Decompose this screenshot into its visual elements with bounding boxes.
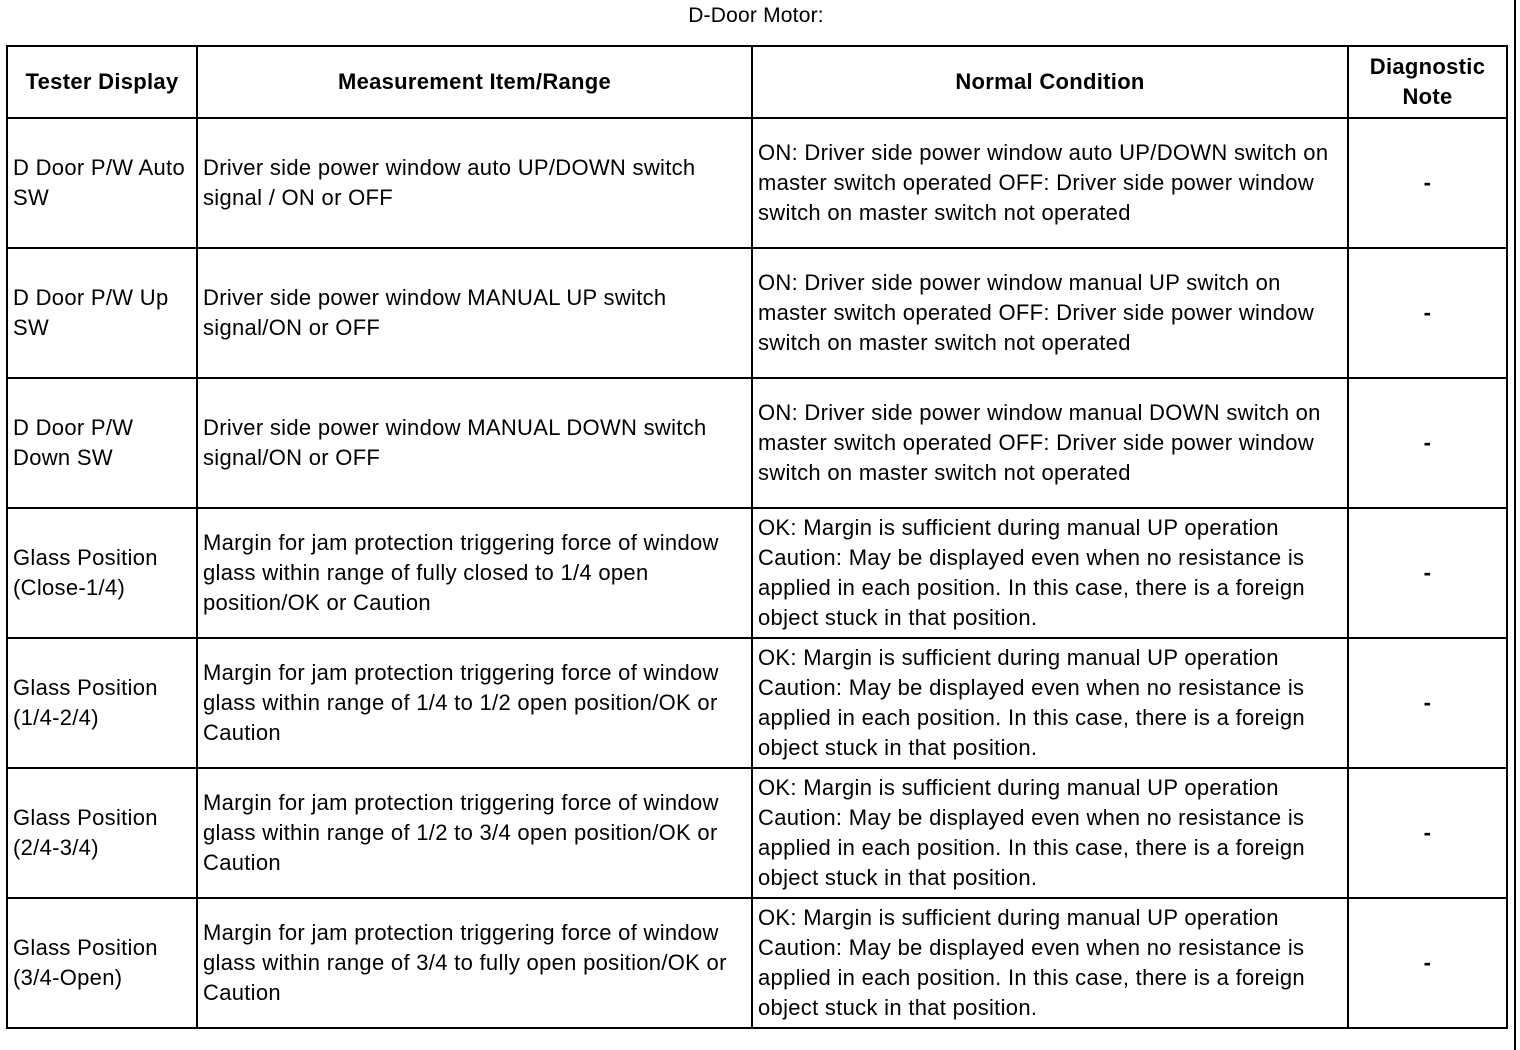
table-row [7, 378, 1507, 508]
measurement-cell: Margin for jam protection triggering force of window glass within range of 1/4 to 1/2 open position/OK or Caution [197, 638, 752, 768]
measurement-cell: Margin for jam protection triggering force of window glass within range of 1/2 to 3/4 open position/OK or Caution [197, 768, 752, 898]
page-edge-rule [1514, 0, 1516, 1050]
tester-display-cell: D Door P/W Auto SW [7, 118, 197, 248]
header-normal-condition: Normal Condition [752, 46, 1348, 118]
diagnostic-note-cell: - [1348, 248, 1507, 378]
normal-condition-cell: ON: Driver side power window manual DOWN switch on master switch operated OFF: Driver side power window switch on master switch not operated [752, 378, 1348, 508]
normal-condition-cell: ON: Driver side power window auto UP/DOWN switch on master switch operated OFF: Driver side power window switch on master switch not operated [752, 118, 1348, 248]
table-body [7, 118, 1507, 1028]
diagnostic-note-cell: - [1348, 508, 1507, 638]
tester-display-cell: Glass Position (Close-1/4) [7, 508, 197, 638]
table-row [7, 638, 1507, 768]
table-row [7, 248, 1507, 378]
diagnostic-note-cell: - [1348, 768, 1507, 898]
table-row [7, 508, 1507, 638]
measurement-cell: Driver side power window auto UP/DOWN switch signal / ON or OFF [197, 118, 752, 248]
table-row [7, 768, 1507, 898]
measurement-cell: Margin for jam protection triggering force of window glass within range of 3/4 to fully open position/OK or Caution [197, 898, 752, 1028]
tester-display-cell: D Door P/W Down SW [7, 378, 197, 508]
table-header [7, 46, 1507, 118]
measurement-cell: Driver side power window MANUAL UP switch signal/ON or OFF [197, 248, 752, 378]
data-monitor-table [6, 45, 1508, 1029]
measurement-cell: Margin for jam protection triggering force of window glass within range of fully closed to 1/4 open position/OK or Caution [197, 508, 752, 638]
normal-condition-cell: OK: Margin is sufficient during manual UP operation Caution: May be displayed even when no resistance is applied in each position. In this case, there is a foreign object stuck in that position. [752, 768, 1348, 898]
normal-condition-cell: OK: Margin is sufficient during manual UP operation Caution: May be displayed even when no resistance is applied in each position. In this case, there is a foreign object stuck in that position. [752, 638, 1348, 768]
header-measurement: Measurement Item/Range [197, 46, 752, 118]
diagnostic-note-cell: - [1348, 898, 1507, 1028]
tester-display-cell: Glass Position (1/4-2/4) [7, 638, 197, 768]
table-row [7, 898, 1507, 1028]
diagnostic-note-cell: - [1348, 118, 1507, 248]
normal-condition-cell: OK: Margin is sufficient during manual UP operation Caution: May be displayed even when no resistance is applied in each position. In this case, there is a foreign object stuck in that position. [752, 508, 1348, 638]
diagnostic-note-cell: - [1348, 378, 1507, 508]
tester-display-cell: Glass Position (2/4-3/4) [7, 768, 197, 898]
header-row [7, 46, 1507, 118]
normal-condition-cell: OK: Margin is sufficient during manual UP operation Caution: May be displayed even when no resistance is applied in each position. In this case, there is a foreign object stuck in that position. [752, 898, 1348, 1028]
tester-display-cell: Glass Position (3/4-Open) [7, 898, 197, 1028]
tester-display-cell: D Door P/W Up SW [7, 248, 197, 378]
header-tester-display: Tester Display [7, 46, 197, 118]
diagnostic-note-cell: - [1348, 638, 1507, 768]
page-title: D-Door Motor: [688, 4, 824, 27]
normal-condition-cell: ON: Driver side power window manual UP switch on master switch operated OFF: Driver side power window switch on master switch not operated [752, 248, 1348, 378]
table-row [7, 118, 1507, 248]
header-diagnostic-note: Diagnostic Note [1348, 46, 1507, 118]
measurement-cell: Driver side power window MANUAL DOWN switch signal/ON or OFF [197, 378, 752, 508]
